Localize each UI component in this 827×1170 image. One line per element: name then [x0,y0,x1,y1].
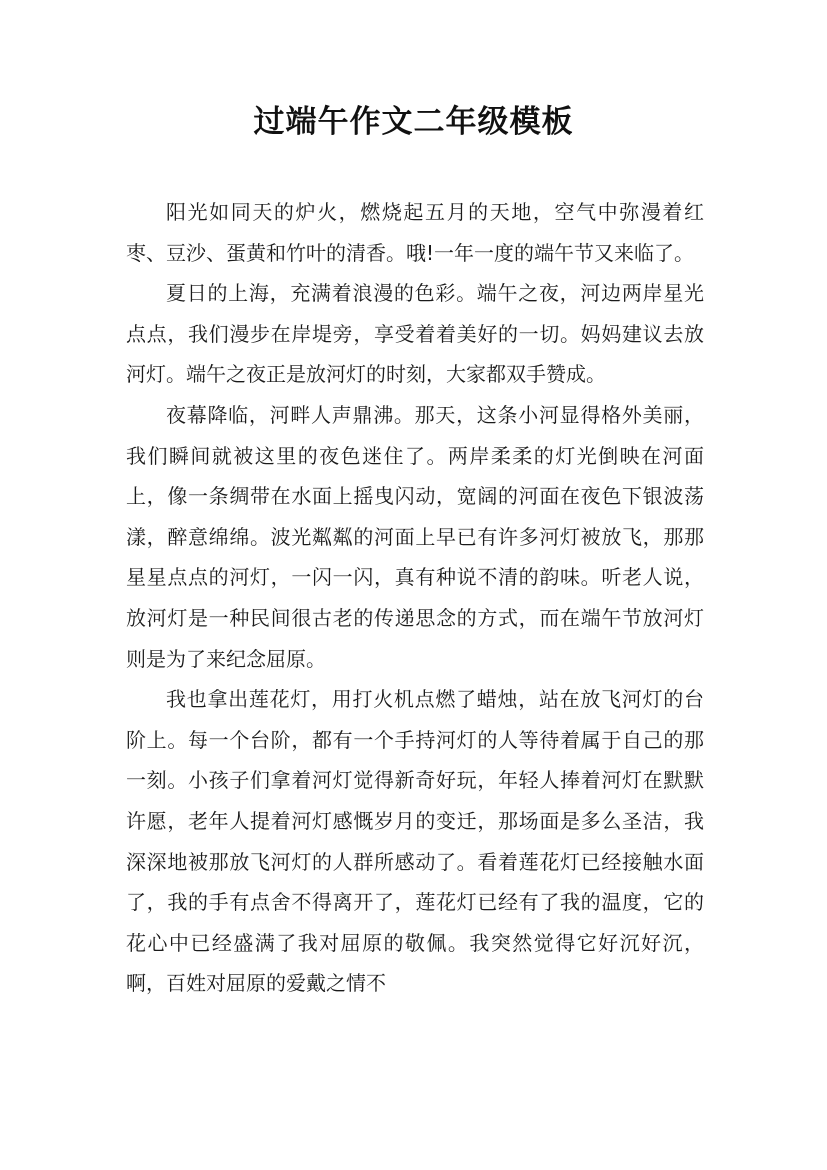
paragraph-4: 我也拿出莲花灯，用打火机点燃了蜡烛，站在放飞河灯的台阶上。每一个台阶，都有一个手持河灯的人等待着属于自己的那一刻。小孩子们拿着河灯觉得新奇好玩，年轻人捧着河灯在默默许愿，老年人提着河灯感慨岁月的变迁，那场面是多么圣洁，我深深地被那放飞河灯的人群所感动了。看着莲花灯已经接触水面了，我的手有点舍不得离开了，莲花灯已经有了我的温度，它的花心中已经盛满了我对屈原的敬佩。我突然觉得它好沉好沉，啊，百姓对屈原的爱戴之情不 [126,687,704,996]
document-title: 过端午作文二年级模板 [253,104,574,140]
paragraph-2: 夏日的上海，充满着浪漫的色彩。端午之夜，河边两岸星光点点，我们漫步在岸堤旁，享受着着美好的一切。妈妈建议去放河灯。端午之夜正是放河灯的时刻，大家都双手赞成。 [126,281,704,387]
paragraph-3: 夜幕降临，河畔人声鼎沸。那天，这条小河显得格外美丽，我们瞬间就被这里的夜色迷住了。两岸柔柔的灯光倒映在河面上，像一条绸带在水面上摇曳闪动，宽阔的河面在夜色下银波荡漾，醉意绵绵。波光粼粼的河面上早已有许多河灯被放飞，那那星星点点的河灯，一闪一闪，真有种说不清的韵味。听老人说，放河灯是一种民间很古老的传递思念的方式，而在端午节放河灯则是为了来纪念屈原。 [126,402,704,671]
document-body [126,192,704,1004]
paragraph-1: 阳光如同天的炉火，燃烧起五月的天地，空气中弥漫着红枣、豆沙、蛋黄和竹叶的清香。哦!一年一度的端午节又来临了。 [126,200,704,265]
